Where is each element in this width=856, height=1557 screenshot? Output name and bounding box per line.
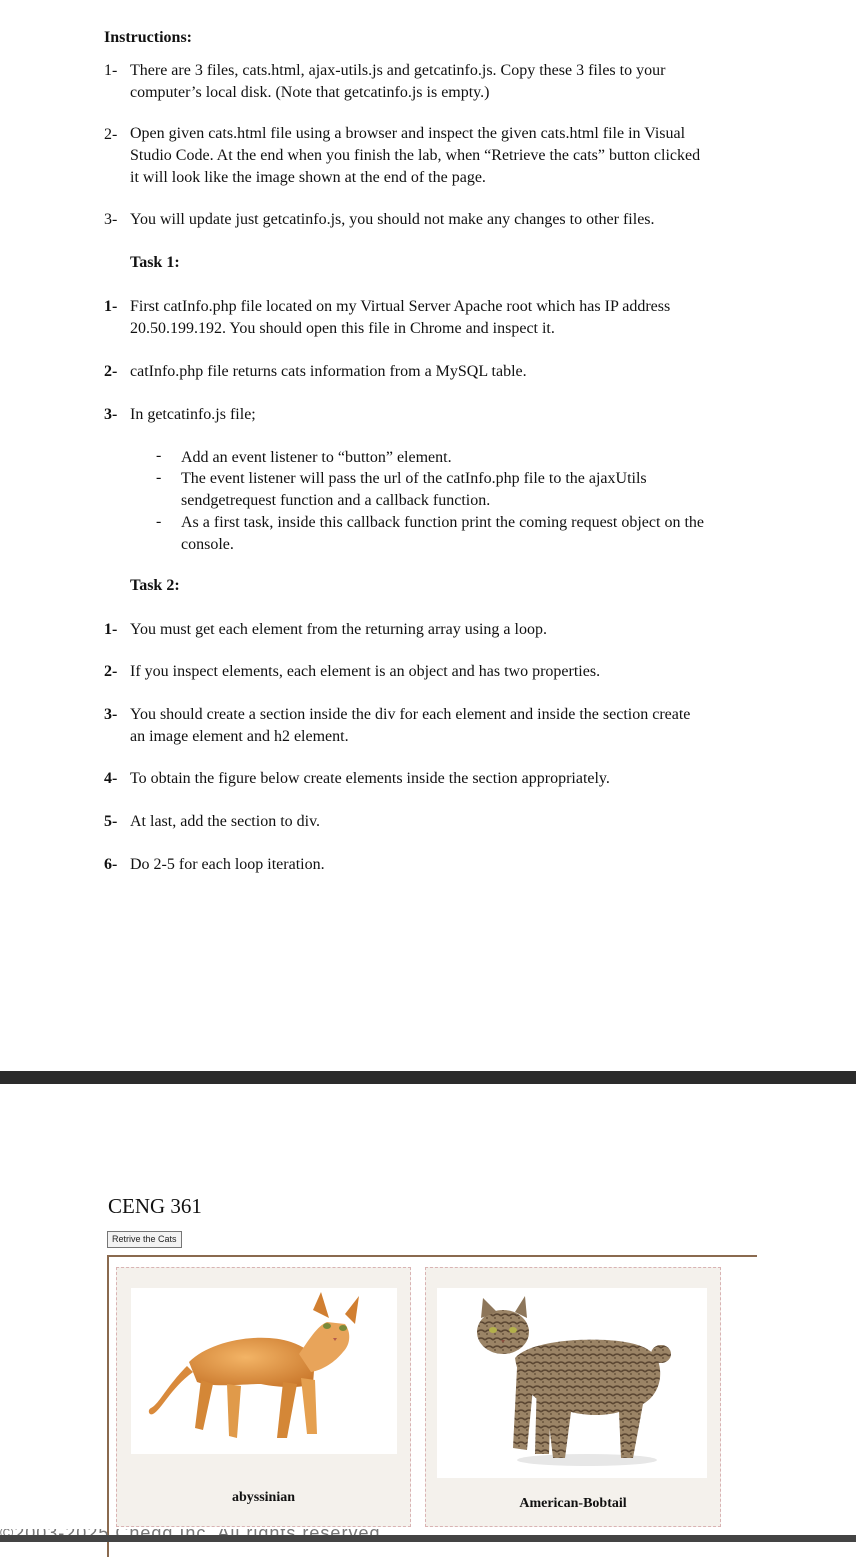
bullet-3-line-1: As a first task, inside this callback function print the coming request object on the — [181, 514, 704, 531]
bullet-2-dash: - — [156, 469, 162, 486]
instruction-2-line-2: Studio Code. At the end when you finish the lab, when “Retrieve the cats” button clicked — [130, 147, 701, 164]
cat-name-american-bobtail: American-Bobtail — [519, 1496, 627, 1511]
task2-item-3-text — [130, 704, 690, 748]
task2-item-1-number: 1- — [104, 621, 118, 638]
task2-item-4-text — [130, 768, 610, 790]
task2-item-5-text — [130, 811, 320, 833]
footer — [0, 1529, 856, 1542]
task1-item-2-number: 2- — [104, 363, 118, 380]
task2-item-3-line-2: an image element and h2 element. — [130, 728, 349, 745]
bullet-2-line-1: The event listener will pass the url of the catInfo.php file to the ajaxUtils — [181, 470, 647, 487]
task1-item-2-line-1: catInfo.php file returns cats information from a MySQL table. — [130, 363, 527, 380]
task1-item-2-text — [130, 361, 527, 383]
instruction-3-number: 3- — [104, 211, 118, 228]
instruction-2-text — [130, 123, 700, 189]
task2-item-1-text — [130, 619, 547, 641]
bullet-3-text — [181, 512, 704, 556]
task2-heading: Task 2: — [130, 577, 180, 594]
cat-card-abyssinian — [116, 1267, 411, 1527]
task1-item-3-text — [130, 404, 256, 426]
cat-name-abyssinian: abyssinian — [231, 1490, 296, 1505]
task1-item-1-text — [130, 296, 670, 340]
task2-item-6-text — [130, 854, 325, 876]
cat-image-abyssinian — [131, 1288, 397, 1454]
bobtail-cat-icon — [437, 1288, 707, 1478]
instruction-2-line-3: it will look like the image shown at the end of the page. — [130, 169, 486, 186]
instruction-3-text — [130, 209, 655, 231]
cats-container — [107, 1255, 757, 1557]
bullet-3-line-2: console. — [181, 536, 234, 553]
bullet-2-text — [181, 468, 647, 512]
task2-item-2-number: 2- — [104, 663, 118, 680]
bullet-3-dash: - — [156, 513, 162, 530]
instruction-2-line-1: Open given cats.html file using a browser and inspect the given cats.html file in Visual — [130, 125, 686, 142]
task2-item-5-line-1: At last, add the section to div. — [130, 813, 321, 830]
task2-item-4-number: 4- — [104, 770, 118, 787]
task1-item-3-line-1: In getcatinfo.js file; — [130, 406, 256, 423]
task2-item-5-number: 5- — [104, 813, 118, 830]
instruction-1-line-1: There are 3 files, cats.html, ajax-utils.js and getcatinfo.js. Copy these 3 files to your — [130, 62, 666, 79]
task1-heading: Task 1: — [130, 254, 180, 271]
task1-item-3-number: 3- — [104, 406, 118, 423]
task1-item-1-number: 1- — [104, 298, 118, 315]
bullet-2-line-2: sendgetrequest function and a callback function. — [181, 492, 491, 509]
instruction-3-line-1: You will update just getcatinfo.js, you should not make any changes to other files. — [130, 211, 655, 228]
bullet-1-line-1: Add an event listener to “button” element. — [181, 449, 452, 466]
bullet-1-text — [181, 447, 452, 469]
task2-item-6-line-1: Do 2-5 for each loop iteration. — [130, 856, 325, 873]
bullet-1-dash: - — [156, 447, 162, 464]
abyssinian-cat-icon — [131, 1288, 397, 1454]
cat-card-american-bobtail — [425, 1267, 721, 1527]
task2-item-2-text — [130, 661, 600, 683]
page-divider — [0, 1071, 856, 1084]
footer-bar — [0, 1535, 856, 1542]
instructions-title: Instructions: — [104, 29, 193, 46]
task2-item-4-line-1: To obtain the figure below create elements inside the section appropriately. — [130, 770, 610, 787]
task2-item-3-number: 3- — [104, 706, 118, 723]
instruction-1-line-2: computer’s local disk. (Note that getcatinfo.js is empty.) — [130, 84, 490, 101]
instruction-1-number: 1- — [104, 62, 118, 79]
task1-item-1-line-2: 20.50.199.192. You should open this file in Chrome and inspect it. — [130, 320, 555, 337]
task1-item-1-line-1: First catInfo.php file located on my Virtual Server Apache root which has IP address — [130, 298, 671, 315]
instruction-1-text — [130, 60, 665, 104]
result-screenshot — [0, 1084, 856, 1542]
instruction-2-number: 2- — [104, 126, 118, 143]
cat-image-american-bobtail — [437, 1288, 707, 1478]
result-heading: CENG 361 — [108, 1194, 202, 1218]
task2-item-1-line-1: You must get each element from the returning array using a loop. — [130, 621, 547, 638]
task2-item-3-line-1: You should create a section inside the div for each element and inside the section create — [130, 706, 691, 723]
retrieve-cats-button[interactable]: Retrive the Cats — [107, 1231, 182, 1248]
task2-item-6-number: 6- — [104, 856, 118, 873]
task2-item-2-line-1: If you inspect elements, each element is an object and has two properties. — [130, 663, 601, 680]
